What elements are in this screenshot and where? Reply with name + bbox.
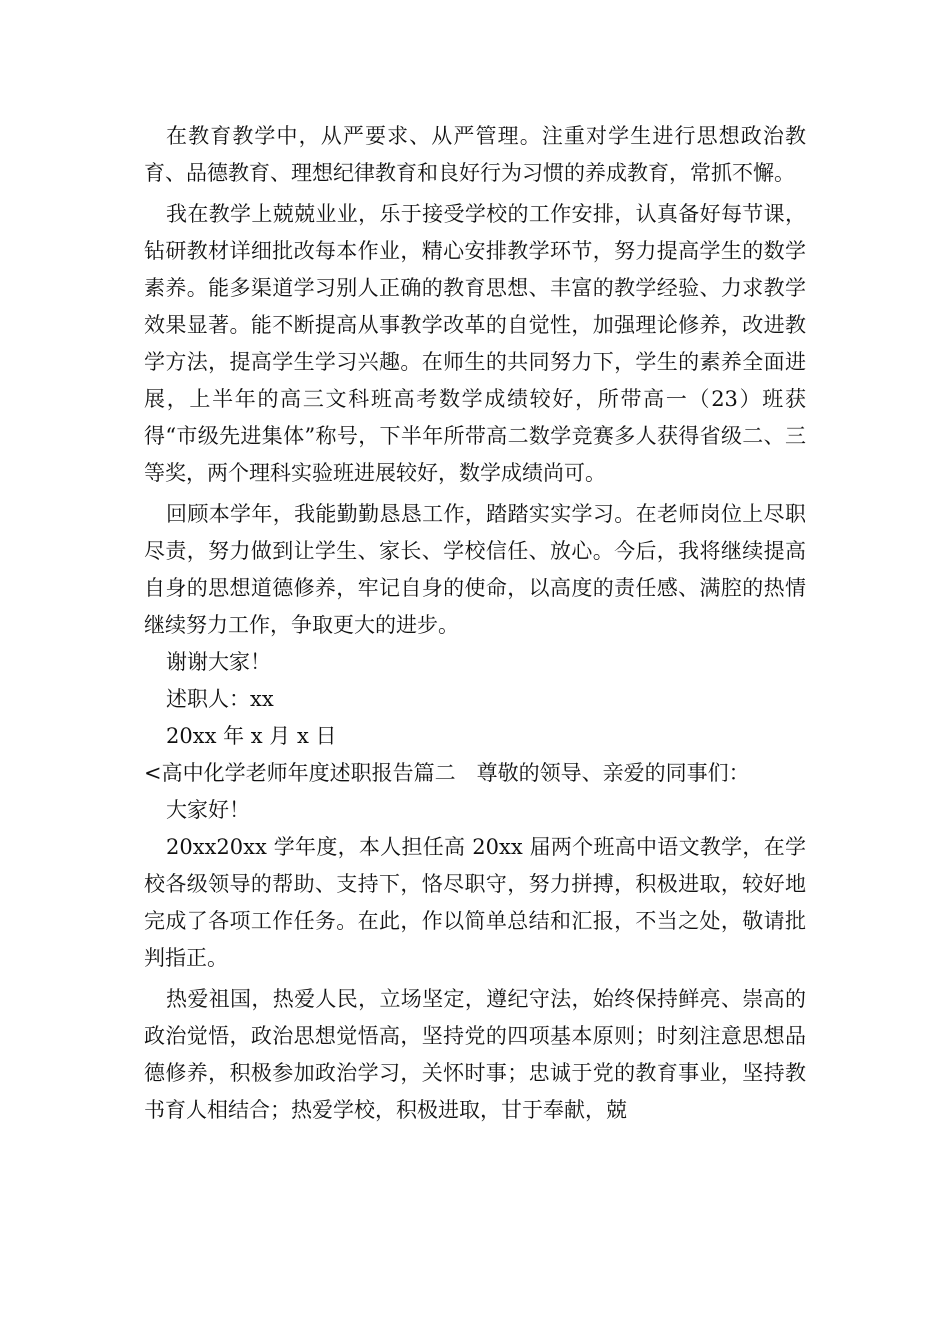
paragraph-3: 回顾本学年，我能勤勤恳恳工作，踏踏实实学习。在老师岗位上尽职尽责，努力做到让学生、家长、学校信任、放心。今后，我将继续提高自身的思想道德修养，牢记自身的使命，以高度的责任感、满腔的热情继续努力工作，争取更大的进步。 — [144, 502, 806, 637]
date-line: 20xx 年 x 月 x 日 — [166, 724, 337, 748]
paragraph-2: 我在教学上兢兢业业，乐于接受学校的工作安排，认真备好每节课，钻研教材详细批改每本作业，精心安排教学环节，努力提高学生的数学素养。能多渠道学习别人正确的教育思想、丰富的教学经验、力求教学效果显著。能不断提高从事教学改革的自觉性，加强理论修养，改进教学方法，提高学生学习兴趣。在师生的共同努力下，学生的素养全面进展，上半年的高三文科班高考数学成绩较好，所带高一（23）班获得“市级先进集体”称号，下半年所带高二数学竞赛多人获得省级二、三等奖，两个理科实验班进展较好，数学成绩尚可。 — [144, 202, 806, 485]
signer-line: 述职人：xx — [166, 687, 274, 711]
paragraph-4: 20xx20xx 学年度，本人担任高 20xx 届两个班高中语文教学，在学校各级领导的帮助、支持下，恪尽职守，努力拼搏，积极进取，较好地完成了各项工作任务。在此，作以简单总结和汇报，不当之处，敬请批判指正。 — [144, 835, 806, 970]
section-heading: <高中化学老师年度述职报告篇二 尊敬的领导、亲爱的同事们： — [144, 761, 750, 785]
document-body — [144, 118, 806, 1129]
greeting-line: 大家好！ — [166, 798, 250, 822]
thanks-line: 谢谢大家！ — [166, 650, 271, 674]
paragraph-1: 在教育教学中，从严要求、从严管理。注重对学生进行思想政治教育、品德教育、理想纪律教育和良好行为习惯的养成教育，常抓不懈。 — [144, 124, 806, 185]
paragraph-5: 热爱祖国，热爱人民，立场坚定，遵纪守法，始终保持鲜亮、崇高的政治觉悟，政治思想觉悟高，坚持党的四项基本原则；时刻注意思想品德修养，积极参加政治学习，关怀时事；忠诚于党的教育事业，坚持教书育人相结合；热爱学校，积极进取，甘于奉献，兢 — [144, 987, 806, 1122]
